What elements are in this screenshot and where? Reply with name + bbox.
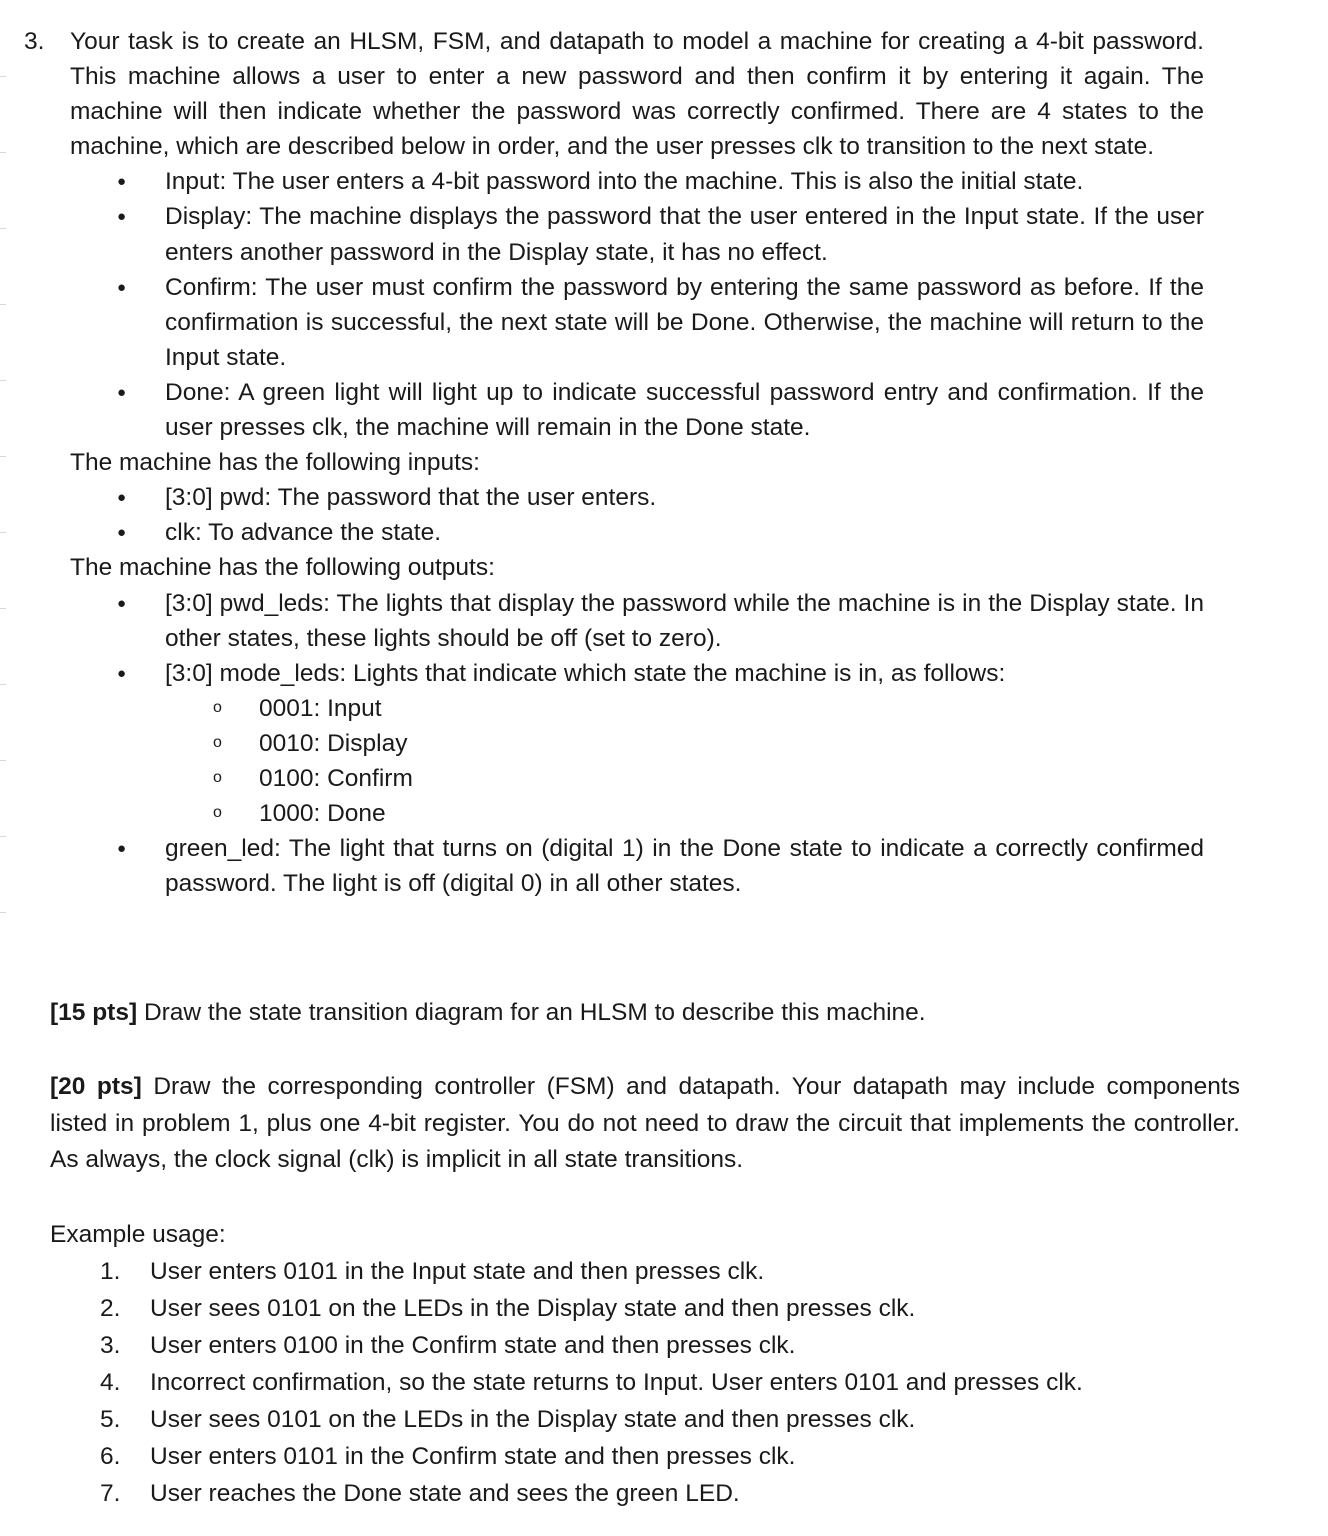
mode-leds-description: [3:0] mode_leds: Lights that indicate which state the machine is in, as follows: bbox=[165, 659, 1006, 687]
problem-3 bbox=[24, 24, 1204, 901]
example-step bbox=[100, 1253, 1250, 1290]
step-text: User enters 0101 in the Confirm state and then presses clk. bbox=[150, 1443, 796, 1470]
inputs-heading: The machine has the following inputs: bbox=[70, 449, 480, 477]
step-number: 2. bbox=[100, 1295, 121, 1322]
question-hlsm-points: [15 pts] bbox=[50, 999, 138, 1026]
example-step bbox=[100, 1401, 1250, 1438]
question-hlsm bbox=[50, 995, 1240, 1032]
step-number: 1. bbox=[100, 1258, 121, 1285]
input-clk-item: ● clk: To advance the state. bbox=[165, 515, 1204, 550]
problem-intro: Your task is to create an HLSM, FSM, and datapath to model a machine for creating a 4-bit password. This machine allows a user to enter a new password and then confirm it by entering it again. The machine will then indicate whether the password was correctly confirmed. There are 4 states to the machine, which are described below in order, and the user presses clk to transition to the next state. bbox=[70, 28, 1204, 161]
example-step bbox=[100, 1438, 1250, 1475]
output-pwd-leds-item: ● [3:0] pwd_leds: The lights that display the password while the machine is in the Display state. In other states, these lights should be off (set to zero). bbox=[165, 586, 1204, 656]
example-step bbox=[100, 1364, 1250, 1401]
step-number: 7. bbox=[100, 1480, 121, 1507]
input-pwd-item: ● [3:0] pwd: The password that the user enters. bbox=[165, 480, 1204, 515]
example-step bbox=[100, 1290, 1250, 1327]
step-number: 4. bbox=[100, 1369, 121, 1396]
problem-number: 3. bbox=[24, 28, 45, 55]
mode-code-input: o 0001: Input bbox=[259, 691, 1204, 726]
output-mode-leds-item bbox=[165, 656, 1204, 831]
outputs-list bbox=[70, 586, 1204, 902]
step-text: User enters 0101 in the Input state and then presses clk. bbox=[150, 1258, 765, 1285]
inputs-list bbox=[70, 480, 1204, 550]
states-list bbox=[70, 164, 1204, 445]
example-usage bbox=[50, 1216, 1250, 1512]
mode-codes-list bbox=[165, 691, 1204, 831]
output-green-led-item: ● green_led: The light that turns on (digital 1) in the Done state to indicate a correctly confirmed password. The light is off (digital 0) in all other states. bbox=[165, 831, 1204, 901]
step-text: User sees 0101 on the LEDs in the Display state and then presses clk. bbox=[150, 1406, 916, 1433]
mode-code-confirm: o 0100: Confirm bbox=[259, 761, 1204, 796]
page-edge-ticks bbox=[0, 0, 8, 1536]
state-done-item: ● Done: A green light will light up to indicate successful password entry and confirmation. If the user presses clk, the machine will remain in the Done state. bbox=[165, 375, 1204, 445]
state-confirm-item: ● Confirm: The user must confirm the password by entering the same password as before. If the confirmation is successful, the next state will be Done. Otherwise, the machine will return to the Input state. bbox=[165, 270, 1204, 375]
state-display-item: ● Display: The machine displays the password that the user entered in the Input state. If the user enters another password in the Display state, it has no effect. bbox=[165, 199, 1204, 269]
state-input-item: ● Input: The user enters a 4-bit password into the machine. This is also the initial state. bbox=[165, 164, 1204, 199]
question-fsm-text: Draw the corresponding controller (FSM) and datapath. Your datapath may include components listed in problem 1, plus one 4-bit register. You do not need to draw the circuit that implements the controller. As always, the clock signal (clk) is implicit in all state transitions. bbox=[50, 1073, 1240, 1173]
step-text: User sees 0101 on the LEDs in the Display state and then presses clk. bbox=[150, 1295, 916, 1322]
example-steps-list bbox=[50, 1253, 1250, 1512]
example-heading: Example usage: bbox=[50, 1221, 226, 1248]
step-text: User enters 0100 in the Confirm state and then presses clk. bbox=[150, 1332, 796, 1359]
outputs-heading: The machine has the following outputs: bbox=[70, 554, 495, 582]
question-fsm-datapath bbox=[50, 1069, 1240, 1179]
question-hlsm-text: Draw the state transition diagram for an HLSM to describe this machine. bbox=[143, 999, 926, 1026]
mode-code-display: o 0010: Display bbox=[259, 726, 1204, 761]
step-text: Incorrect confirmation, so the state returns to Input. User enters 0101 and presses clk. bbox=[150, 1369, 1083, 1396]
question-fsm-points: [20 pts] bbox=[50, 1073, 142, 1100]
step-number: 3. bbox=[100, 1332, 121, 1359]
step-text: User reaches the Done state and sees the green LED. bbox=[150, 1480, 740, 1507]
step-number: 5. bbox=[100, 1406, 121, 1433]
mode-code-done: o 1000: Done bbox=[259, 796, 1204, 831]
example-step bbox=[100, 1475, 1250, 1512]
step-number: 6. bbox=[100, 1443, 121, 1470]
example-step bbox=[100, 1327, 1250, 1364]
